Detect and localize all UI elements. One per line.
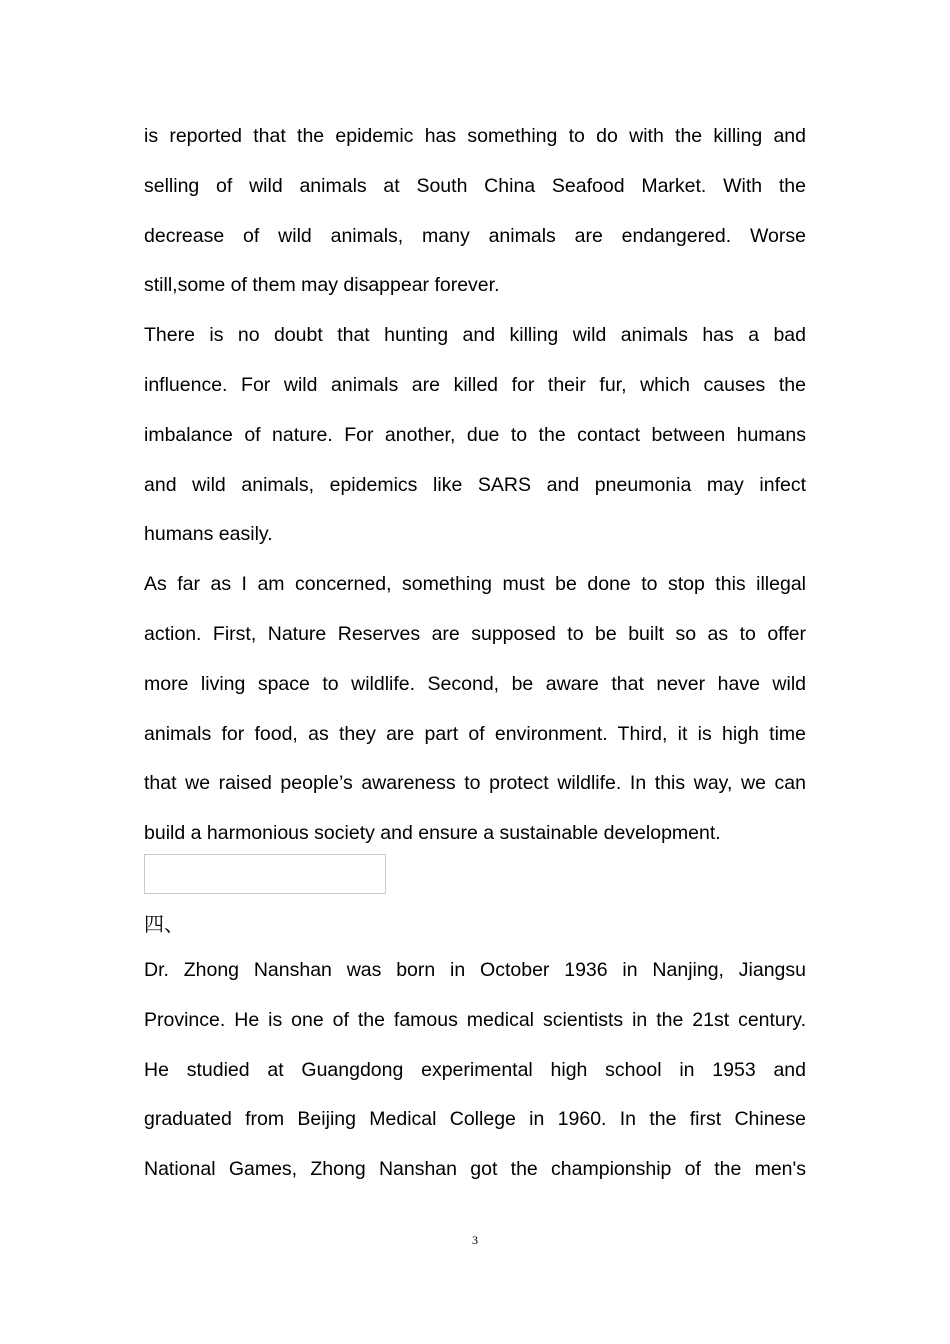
text-line: decrease of wild animals, many animals are endangered. Worse <box>144 224 806 247</box>
text-line: and wild animals, epidemics like SARS and pneumonia may infect <box>144 473 806 496</box>
text-line: build a harmonious society and ensure a sustainable development. <box>144 822 721 845</box>
text-line: humans easily. <box>144 523 273 546</box>
text-line: Dr. Zhong Nanshan was born in October 1936 in Nanjing, Jiangsu <box>144 958 806 981</box>
text-line: that we raised people’s awareness to protect wildlife. In this way, we can <box>144 772 806 795</box>
text-line: animals for food, as they are part of environment. Third, it is high time <box>144 722 806 745</box>
empty-text-box <box>144 854 386 894</box>
page-number: 3 <box>472 1233 478 1247</box>
text-line: influence. For wild animals are killed for their fur, which causes the <box>144 373 806 396</box>
paragraph-zhong-nanshan <box>144 955 806 1204</box>
text-line: graduated from Beijing Medical College in 1960. In the first Chinese <box>144 1108 806 1131</box>
text-line: action. First, Nature Reserves are supposed to be built so as to offer <box>144 622 806 645</box>
page-body <box>144 121 806 1204</box>
text-line: is reported that the epidemic has something to do with the killing and <box>144 125 806 147</box>
text-line: As far as I am concerned, something must be done to stop this illegal <box>144 573 806 596</box>
text-line: imbalance of nature. For another, due to the contact between humans <box>144 423 806 446</box>
text-line: selling of wild animals at South China Seafood Market. With the <box>144 174 806 197</box>
paragraph-influence <box>144 320 806 569</box>
text-line: He studied at Guangdong experimental high school in 1953 and <box>144 1058 806 1081</box>
text-line: There is no doubt that hunting and killing wild animals has a bad <box>144 324 806 347</box>
paragraph-epidemic <box>144 121 806 320</box>
text-line: more living space to wildlife. Second, be aware that never have wild <box>144 672 806 695</box>
text-line: Province. He is one of the famous medical scientists in the 21st century. <box>144 1008 806 1031</box>
text-line: National Games, Zhong Nanshan got the championship of the men's <box>144 1158 806 1181</box>
paragraph-solutions <box>144 569 806 868</box>
text-line: still,some of them may disappear forever. <box>144 274 500 297</box>
section-heading: 四、 <box>144 911 184 936</box>
